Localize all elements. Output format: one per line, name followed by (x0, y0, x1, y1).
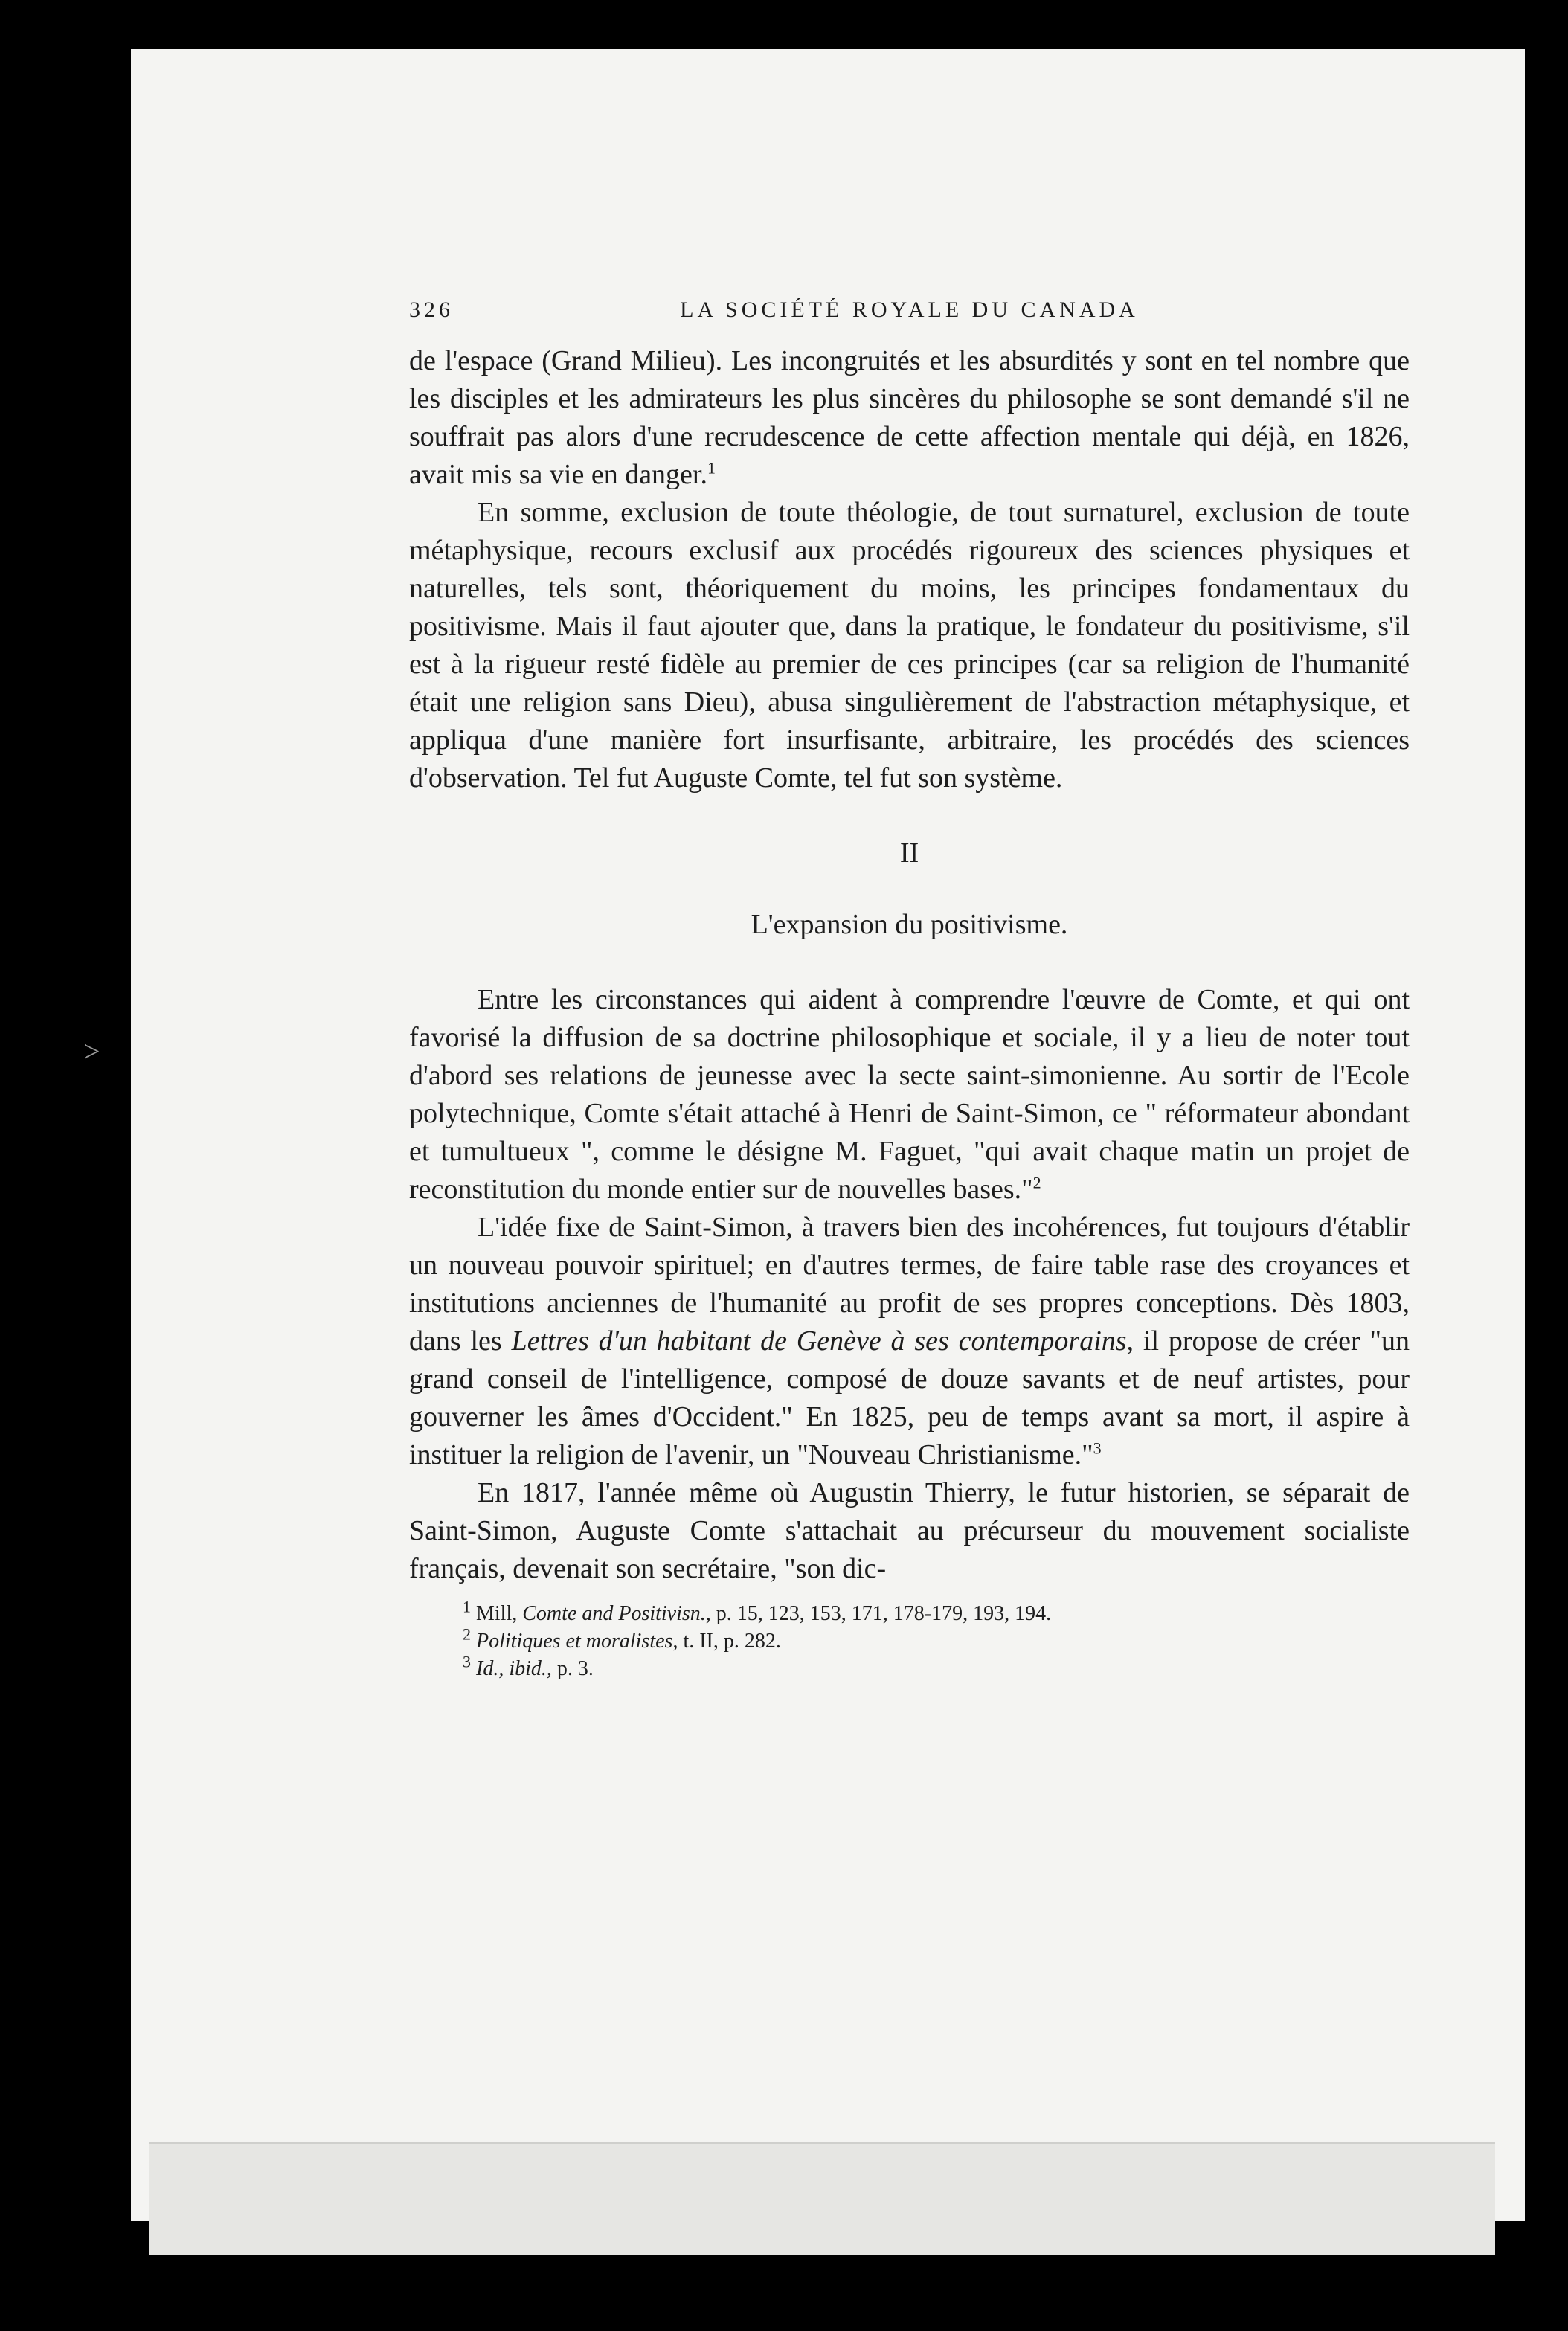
section-number: II (899, 837, 919, 869)
paragraph: L'idée fixe de Saint-Simon, à travers bien des incohérences, fut toujours d'établir un nouveau pouvoir spirituel; en d'autres termes, de faire table rase des croyances et institutions anciennes de l'humanité au profit de ses propres conceptions. Dès 1803, dans les Lettres d'un habitant de Genève à ses contemporains, il propose de créer "un grand conseil de l'intelligence, composé de douze savants et de neuf artistes, pour gouverner les âmes d'Occident." En 1825, peu de temps avant sa mort, il aspire à instituer la religion de l'avenir, un "Nouveau Christianisme."$^3$ (409, 1212, 1410, 1470)
paragraph: de l'espace (Grand Milieu). Les incongruités et les absurdités y sont en tel nombre que les disciples et les admirateurs les plus sincères du philosophe se sont demandé s'il ne souffrait pas alors d'une recrudescence de cette affection mentale qui déjà, en 1826, avait mis sa vie en danger.$^1$ (409, 345, 1410, 490)
paragraph: En somme, exclusion de toute théologie, de tout surnaturel, exclusion de toute métaphysique, recours exclusif aux procédés rigoureux des sciences physiques et naturelles, tels sont, théoriquement du moins, les principes fondamentaux du positivisme. Mais il faut ajouter que, dans la pratique, le fondateur du positivisme, s'il est à la rigueur resté fidèle au premier de ces principes (car sa religion de l'humanité était une religion sans Dieu), abusa singulièrement de l'abstraction métaphysique, et appliqua d'une manière fort insurfisante, arbitraire, les procédés des sciences d'observation. Tel fut Auguste Comte, tel fut son système. (409, 497, 1410, 794)
book-title: Lettres d'un habitant de Genève à ses contemporains (511, 1325, 1127, 1357)
page-number: 326 (409, 298, 454, 322)
binding-mark: > (83, 1035, 100, 1068)
footnote: $^1$ Mill, Comte and Positivisn., p. 15, 123, 153, 171, 178-179, 193, 194. (463, 1597, 1052, 1625)
page-bottom-edge (149, 2142, 1495, 2255)
footnotes (409, 1597, 1410, 1682)
paragraph: Entre les circonstances qui aident à comprendre l'œuvre de Comte, et qui ont favorisé la diffusion de sa doctrine philosophique et sociale, il y a lieu de noter tout d'abord ses relations de jeunesse avec la secte saint-simonienne. Au sortir de l'Ecole polytechnique, Comte s'était attaché à Henri de Saint-Simon, ce " réformateur abondant et tumultueux ", comme le désigne M. Faguet, "qui avait chaque matin un projet de reconstitution du monde entier sur de nouvelles bases."$^2$ (409, 984, 1410, 1205)
footnote: $^2$ Politiques et moralistes, t. II, p. 282. (463, 1624, 781, 1653)
footnote-ref: 3 (1093, 1438, 1102, 1458)
footnote: $^3$ Id., ibid., p. 3. (463, 1652, 594, 1680)
paragraph: En 1817, l'année même où Augustin Thierry, le futur historien, se séparait de Saint-Simon, Auguste Comte s'attachait au précurseur du mouvement socialiste français, devenait son secrétaire, "son dic- (409, 1477, 1410, 1584)
running-header (409, 298, 1410, 342)
body-text (409, 342, 1410, 1588)
footnote-ref: 2 (1032, 1173, 1041, 1192)
page-content (409, 298, 1410, 1682)
running-title: LA SOCIÉTÉ ROYALE DU CANADA (680, 298, 1139, 322)
footnote-ref: 1 (707, 458, 716, 478)
section-title: L'expansion du positivisme. (751, 909, 1068, 940)
